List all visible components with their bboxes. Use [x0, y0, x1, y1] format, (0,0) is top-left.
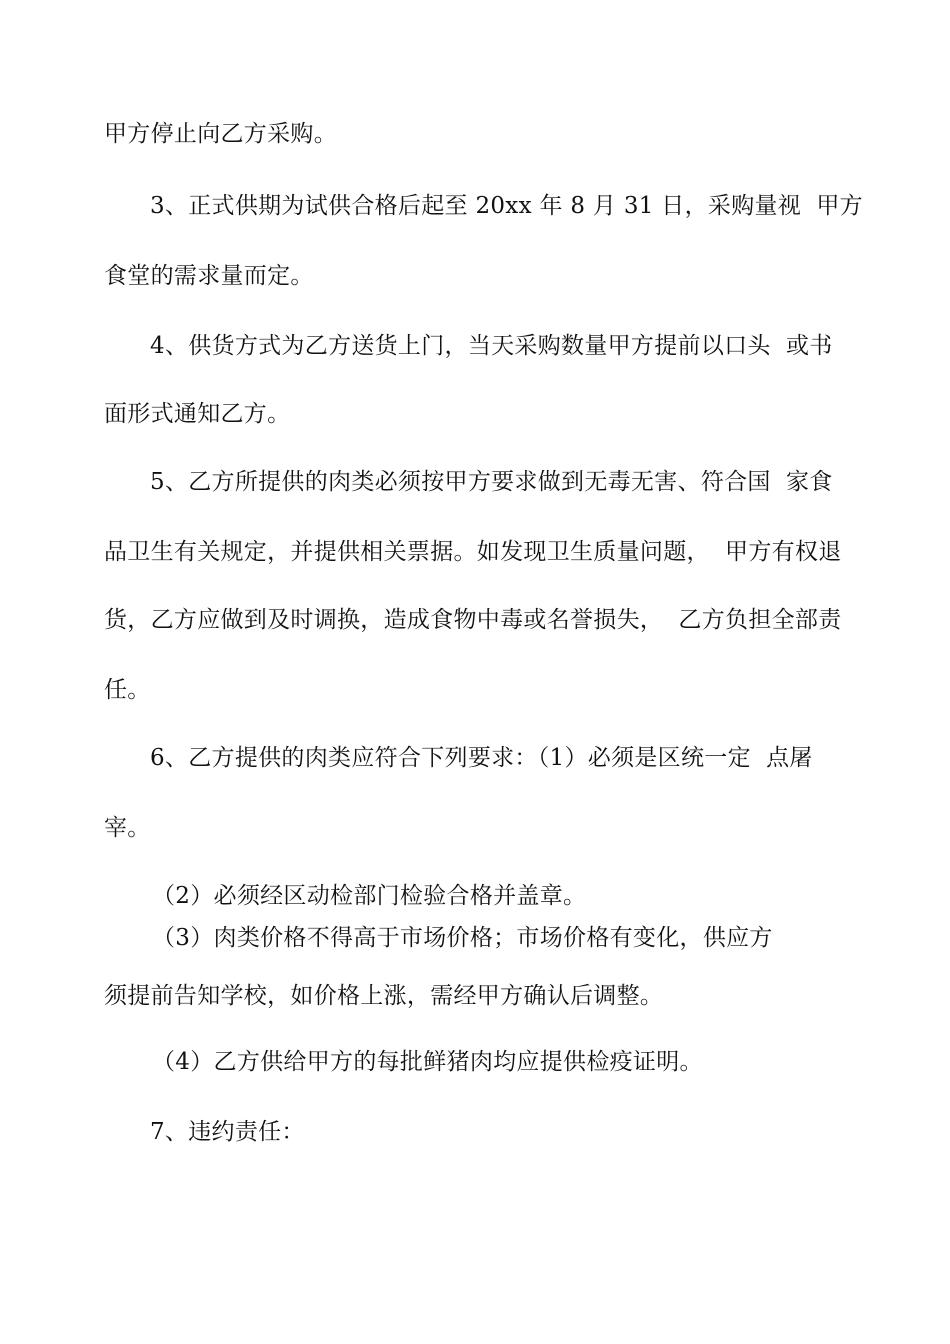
sub-item-4: （4）乙方供给甲方的每批鲜猪肉均应提供检疫证明。	[152, 1049, 703, 1075]
sub-item-3: （3）肉类价格不得高于市场价格；市场价格有变化，供应方	[152, 925, 773, 951]
text-line: 宰。	[104, 815, 151, 841]
clause-5-line: 5、乙方所提供的肉类必须按甲方要求做到无毒无害、符合国 家食	[150, 469, 833, 495]
sub-item-2: （2）必须经区动检部门检验合格并盖章。	[152, 883, 587, 909]
text-line: 食堂的需求量而定。	[104, 263, 314, 289]
text-line: 须提前告知学校，如价格上涨，需经甲方确认后调整。	[104, 983, 664, 1009]
text-line: 任。	[104, 677, 151, 703]
clause-6-line: 6、乙方提供的肉类应符合下列要求：（1）必须是区统一定 点屠	[150, 745, 813, 771]
text-line: 甲方停止向乙方采购。	[104, 121, 337, 147]
clause-7-heading: 7、违约责任：	[150, 1119, 305, 1145]
clause-3-line: 3、正式供期为试供合格后起至 20xx 年 8 月 31 日，采购量视 甲方	[150, 193, 863, 219]
text-line: 货，乙方应做到及时调换，造成食物中毒或名誉损失， 乙方负担全部责	[104, 607, 842, 633]
clause-4-line: 4、供货方式为乙方送货上门，当天采购数量甲方提前以口头 或书	[150, 333, 833, 359]
text-line: 面形式通知乙方。	[104, 401, 291, 427]
text-line: 品卫生有关规定，并提供相关票据。如发现卫生质量问题， 甲方有权退	[104, 539, 842, 565]
